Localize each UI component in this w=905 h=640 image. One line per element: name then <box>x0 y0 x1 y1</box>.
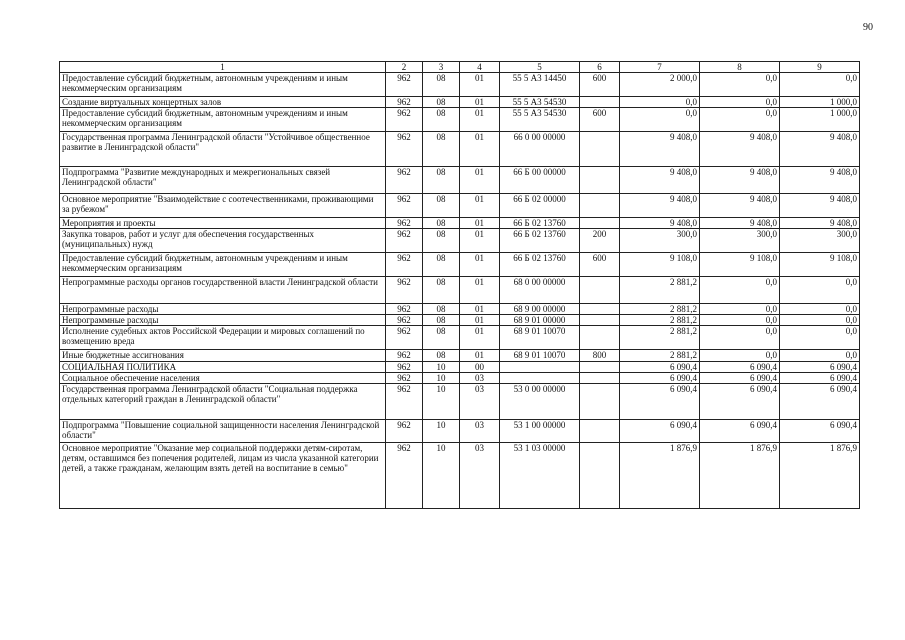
row-target-article: 68 0 00 00000 <box>500 277 580 304</box>
row-name: СОЦИАЛЬНАЯ ПОЛИТИКА <box>60 362 386 373</box>
row-razdel: 10 <box>423 373 460 384</box>
row-sum-3: 0,0 <box>780 73 860 97</box>
row-sum-2: 9 408,0 <box>700 167 780 194</box>
row-target-article: 68 9 01 10070 <box>500 350 580 362</box>
row-grbs: 962 <box>386 277 423 304</box>
col-header: 8 <box>700 62 780 73</box>
row-podrazdel: 01 <box>460 277 500 304</box>
row-razdel: 08 <box>423 167 460 194</box>
row-target-article: 53 0 00 00000 <box>500 384 580 420</box>
row-razdel: 08 <box>423 73 460 97</box>
table-row <box>60 73 860 97</box>
row-razdel: 08 <box>423 253 460 277</box>
row-sum-3: 6 090,4 <box>780 362 860 373</box>
row-target-article: 53 1 00 00000 <box>500 420 580 443</box>
row-target-article <box>500 373 580 384</box>
row-grbs: 962 <box>386 194 423 218</box>
row-podrazdel: 01 <box>460 315 500 326</box>
row-razdel: 08 <box>423 132 460 167</box>
row-podrazdel: 01 <box>460 97 500 108</box>
table-row <box>60 229 860 253</box>
row-grbs: 962 <box>386 373 423 384</box>
row-grbs: 962 <box>386 167 423 194</box>
table-row <box>60 384 860 420</box>
row-sum-2: 9 408,0 <box>700 132 780 167</box>
row-razdel: 08 <box>423 194 460 218</box>
col-header: 1 <box>60 62 386 73</box>
row-podrazdel: 01 <box>460 194 500 218</box>
col-header: 5 <box>500 62 580 73</box>
row-sum-3: 300,0 <box>780 229 860 253</box>
row-expense-type <box>580 362 620 373</box>
row-sum-1: 2 000,0 <box>620 73 700 97</box>
row-razdel: 08 <box>423 277 460 304</box>
row-sum-1: 9 408,0 <box>620 218 700 229</box>
table-row <box>60 167 860 194</box>
row-sum-3: 6 090,4 <box>780 420 860 443</box>
row-expense-type: 200 <box>580 229 620 253</box>
row-expense-type <box>580 194 620 218</box>
row-target-article: 66 Б 02 13760 <box>500 218 580 229</box>
row-grbs: 962 <box>386 108 423 132</box>
row-grbs: 962 <box>386 350 423 362</box>
row-razdel: 08 <box>423 97 460 108</box>
row-grbs: 962 <box>386 443 423 509</box>
row-expense-type <box>580 420 620 443</box>
row-sum-1: 300,0 <box>620 229 700 253</box>
row-sum-2: 9 408,0 <box>700 194 780 218</box>
row-sum-3: 6 090,4 <box>780 373 860 384</box>
row-expense-type <box>580 315 620 326</box>
row-sum-1: 2 881,2 <box>620 277 700 304</box>
row-target-article: 55 5 А3 54530 <box>500 108 580 132</box>
row-sum-1: 2 881,2 <box>620 350 700 362</box>
col-header: 4 <box>460 62 500 73</box>
row-sum-3: 1 876,9 <box>780 443 860 509</box>
row-sum-2: 6 090,4 <box>700 362 780 373</box>
row-sum-3: 0,0 <box>780 315 860 326</box>
row-name: Основное мероприятие "Оказание мер социальной поддержки детям-сиротам, детям, оставшимся без попечения родителей, лицам из числа указанной категории детей, а также гражданам, желающим взять детей на воспитание в семью" <box>60 443 386 509</box>
row-name: Подпрограмма "Развитие международных и межрегиональных связей Ленинградской области" <box>60 167 386 194</box>
row-razdel: 10 <box>423 443 460 509</box>
row-podrazdel: 03 <box>460 384 500 420</box>
row-podrazdel: 01 <box>460 218 500 229</box>
row-razdel: 10 <box>423 362 460 373</box>
row-sum-3: 9 408,0 <box>780 132 860 167</box>
row-expense-type: 800 <box>580 350 620 362</box>
row-grbs: 962 <box>386 304 423 315</box>
row-sum-2: 300,0 <box>700 229 780 253</box>
row-expense-type <box>580 277 620 304</box>
table-row <box>60 420 860 443</box>
row-sum-2: 0,0 <box>700 350 780 362</box>
row-name: Социальное обеспечение населения <box>60 373 386 384</box>
row-sum-3: 0,0 <box>780 350 860 362</box>
row-sum-1: 0,0 <box>620 97 700 108</box>
row-target-article <box>500 362 580 373</box>
row-sum-2: 6 090,4 <box>700 420 780 443</box>
row-razdel: 10 <box>423 384 460 420</box>
row-razdel: 08 <box>423 350 460 362</box>
row-name: Предоставление субсидий бюджетным, автономным учреждениям и иным некоммерческим организациям <box>60 108 386 132</box>
row-podrazdel: 01 <box>460 350 500 362</box>
row-target-article: 68 9 01 00000 <box>500 315 580 326</box>
row-sum-2: 6 090,4 <box>700 373 780 384</box>
row-grbs: 962 <box>386 420 423 443</box>
row-razdel: 08 <box>423 315 460 326</box>
row-sum-1: 1 876,9 <box>620 443 700 509</box>
col-header: 9 <box>780 62 860 73</box>
row-razdel: 08 <box>423 304 460 315</box>
row-target-article: 55 5 А3 14450 <box>500 73 580 97</box>
row-target-article: 53 1 03 00000 <box>500 443 580 509</box>
row-sum-2: 1 876,9 <box>700 443 780 509</box>
row-razdel: 08 <box>423 326 460 350</box>
row-sum-2: 9 108,0 <box>700 253 780 277</box>
row-expense-type <box>580 384 620 420</box>
table-row <box>60 304 860 315</box>
row-sum-1: 9 408,0 <box>620 132 700 167</box>
row-expense-type <box>580 97 620 108</box>
row-grbs: 962 <box>386 362 423 373</box>
table-row <box>60 277 860 304</box>
table-row <box>60 362 860 373</box>
row-expense-type: 600 <box>580 253 620 277</box>
row-podrazdel: 01 <box>460 304 500 315</box>
row-grbs: 962 <box>386 73 423 97</box>
row-name: Государственная программа Ленинградской области "Устойчивое общественное развитие в Ленинградской области" <box>60 132 386 167</box>
row-grbs: 962 <box>386 229 423 253</box>
table-row <box>60 194 860 218</box>
row-sum-1: 6 090,4 <box>620 384 700 420</box>
row-name: Непрограммные расходы органов государственной власти Ленинградской области <box>60 277 386 304</box>
row-razdel: 08 <box>423 108 460 132</box>
row-target-article: 68 9 01 10070 <box>500 326 580 350</box>
row-podrazdel: 01 <box>460 253 500 277</box>
row-grbs: 962 <box>386 253 423 277</box>
row-sum-3: 9 408,0 <box>780 194 860 218</box>
row-expense-type <box>580 443 620 509</box>
row-sum-1: 9 408,0 <box>620 167 700 194</box>
row-sum-1: 2 881,2 <box>620 315 700 326</box>
row-podrazdel: 03 <box>460 373 500 384</box>
row-sum-2: 6 090,4 <box>700 384 780 420</box>
row-grbs: 962 <box>386 315 423 326</box>
row-sum-2: 9 408,0 <box>700 218 780 229</box>
table-body <box>60 73 860 509</box>
row-sum-1: 2 881,2 <box>620 326 700 350</box>
row-expense-type: 600 <box>580 108 620 132</box>
row-podrazdel: 01 <box>460 229 500 253</box>
row-target-article: 66 Б 02 13760 <box>500 253 580 277</box>
table-row <box>60 373 860 384</box>
row-name: Государственная программа Ленинградской области "Социальная поддержка отдельных категорий граждан в Ленинградской области" <box>60 384 386 420</box>
row-razdel: 08 <box>423 229 460 253</box>
row-sum-3: 9 408,0 <box>780 218 860 229</box>
budget-table <box>59 61 860 509</box>
row-sum-1: 2 881,2 <box>620 304 700 315</box>
row-grbs: 962 <box>386 326 423 350</box>
row-podrazdel: 01 <box>460 73 500 97</box>
row-name: Подпрограмма "Повышение социальной защищенности населения Ленинградской области" <box>60 420 386 443</box>
row-name: Предоставление субсидий бюджетным, автономным учреждениям и иным некоммерческим организациям <box>60 73 386 97</box>
row-podrazdel: 00 <box>460 362 500 373</box>
row-target-article: 66 0 00 00000 <box>500 132 580 167</box>
row-podrazdel: 03 <box>460 443 500 509</box>
row-sum-2: 0,0 <box>700 108 780 132</box>
table-row <box>60 108 860 132</box>
row-expense-type <box>580 373 620 384</box>
row-target-article: 55 5 А3 54530 <box>500 97 580 108</box>
row-sum-2: 0,0 <box>700 315 780 326</box>
row-razdel: 10 <box>423 420 460 443</box>
col-header: 2 <box>386 62 423 73</box>
row-grbs: 962 <box>386 97 423 108</box>
page-number: 90 <box>863 22 873 33</box>
table-row <box>60 315 860 326</box>
row-sum-1: 9 108,0 <box>620 253 700 277</box>
row-name: Основное мероприятие "Взаимодействие с соотечественниками, проживающими за рубежом" <box>60 194 386 218</box>
row-sum-2: 0,0 <box>700 97 780 108</box>
row-grbs: 962 <box>386 384 423 420</box>
row-target-article: 66 Б 00 00000 <box>500 167 580 194</box>
row-sum-3: 1 000,0 <box>780 97 860 108</box>
table-row <box>60 443 860 509</box>
table-row <box>60 132 860 167</box>
row-expense-type <box>580 167 620 194</box>
row-podrazdel: 01 <box>460 167 500 194</box>
row-podrazdel: 01 <box>460 132 500 167</box>
row-sum-3: 0,0 <box>780 277 860 304</box>
col-header: 6 <box>580 62 620 73</box>
row-target-article: 68 9 00 00000 <box>500 304 580 315</box>
row-sum-3: 9 408,0 <box>780 167 860 194</box>
row-sum-3: 0,0 <box>780 304 860 315</box>
table-row <box>60 97 860 108</box>
table-row <box>60 253 860 277</box>
row-sum-2: 0,0 <box>700 304 780 315</box>
row-sum-1: 6 090,4 <box>620 373 700 384</box>
row-expense-type <box>580 304 620 315</box>
row-target-article: 66 Б 02 13760 <box>500 229 580 253</box>
row-expense-type <box>580 132 620 167</box>
table-row <box>60 326 860 350</box>
row-expense-type <box>580 218 620 229</box>
row-name: Мероприятия и проекты <box>60 218 386 229</box>
row-sum-1: 6 090,4 <box>620 420 700 443</box>
row-razdel: 08 <box>423 218 460 229</box>
table-row <box>60 218 860 229</box>
row-name: Исполнение судебных актов Российской Федерации и мировых соглашений по возмещению вреда <box>60 326 386 350</box>
row-name: Непрограммные расходы <box>60 315 386 326</box>
row-podrazdel: 01 <box>460 326 500 350</box>
header-row <box>60 62 860 73</box>
row-name: Иные бюджетные ассигнования <box>60 350 386 362</box>
row-grbs: 962 <box>386 218 423 229</box>
row-expense-type: 600 <box>580 73 620 97</box>
row-sum-1: 9 408,0 <box>620 194 700 218</box>
row-expense-type <box>580 326 620 350</box>
row-target-article: 66 Б 02 00000 <box>500 194 580 218</box>
row-podrazdel: 03 <box>460 420 500 443</box>
row-name: Создание виртуальных концертных залов <box>60 97 386 108</box>
row-grbs: 962 <box>386 132 423 167</box>
row-sum-3: 6 090,4 <box>780 384 860 420</box>
row-podrazdel: 01 <box>460 108 500 132</box>
row-sum-2: 0,0 <box>700 277 780 304</box>
row-sum-3: 9 108,0 <box>780 253 860 277</box>
row-sum-2: 0,0 <box>700 73 780 97</box>
row-sum-2: 0,0 <box>700 326 780 350</box>
row-name: Непрограммные расходы <box>60 304 386 315</box>
table-row <box>60 350 860 362</box>
row-sum-3: 1 000,0 <box>780 108 860 132</box>
row-sum-1: 6 090,4 <box>620 362 700 373</box>
col-header: 3 <box>423 62 460 73</box>
row-sum-1: 0,0 <box>620 108 700 132</box>
row-name: Закупка товаров, работ и услуг для обеспечения государственных (муниципальных) нужд <box>60 229 386 253</box>
col-header: 7 <box>620 62 700 73</box>
row-sum-3: 0,0 <box>780 326 860 350</box>
row-name: Предоставление субсидий бюджетным, автономным учреждениям и иным некоммерческим организациям <box>60 253 386 277</box>
